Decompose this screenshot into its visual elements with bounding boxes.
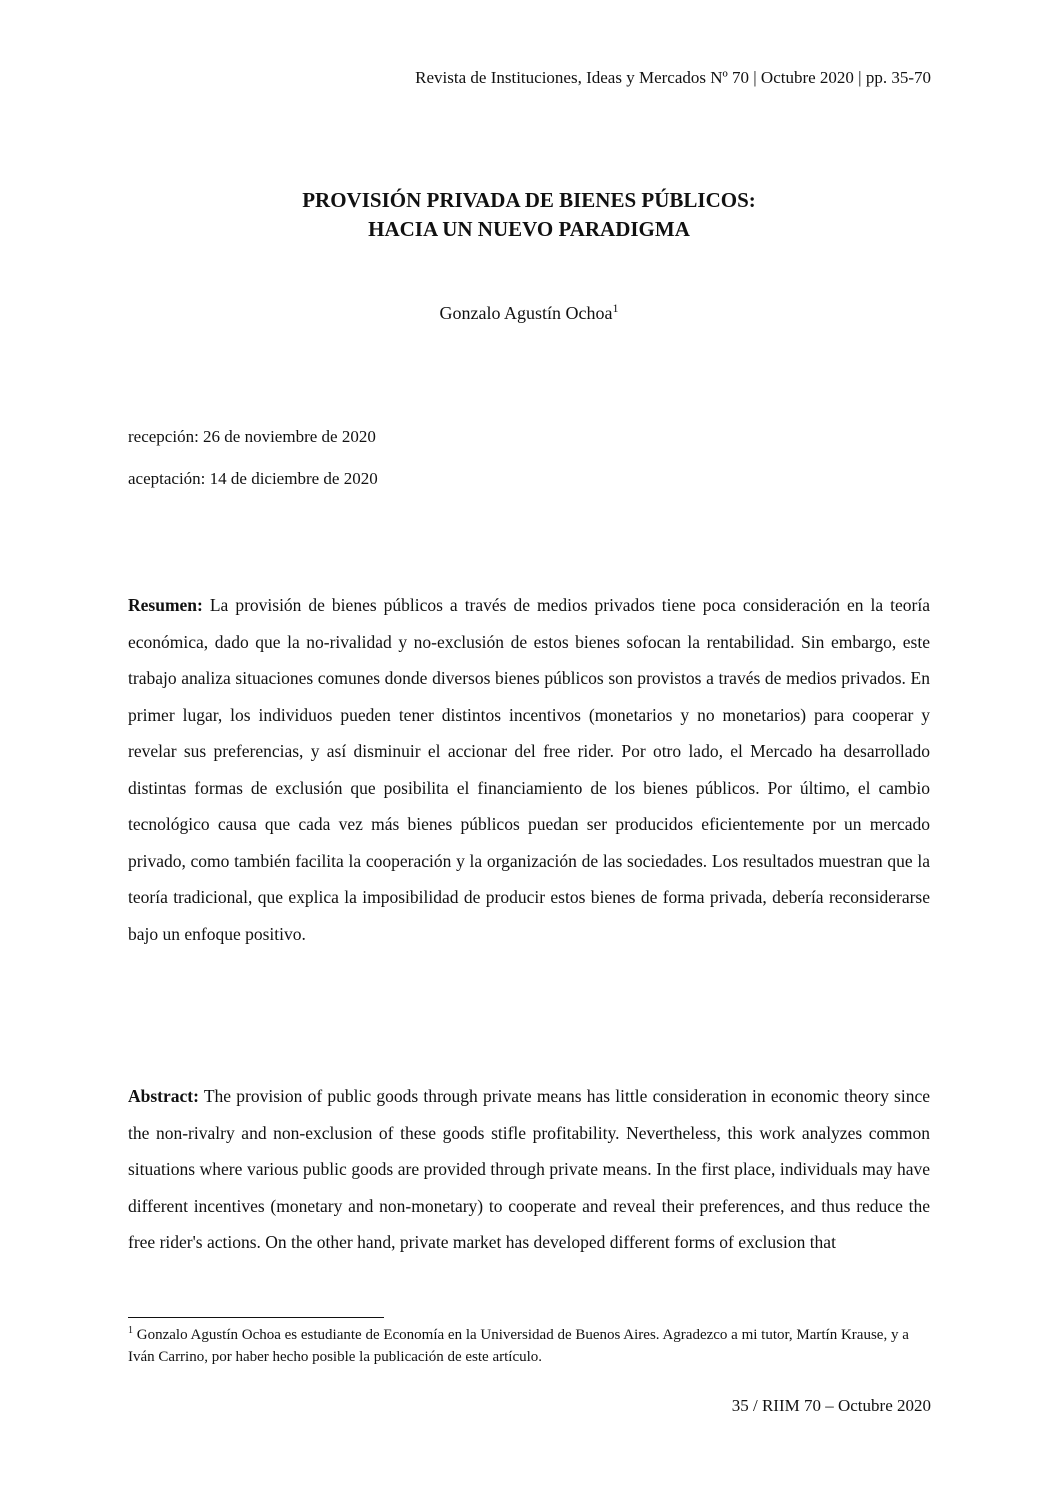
footnote	[128, 1324, 930, 1368]
resumen-paragraph	[128, 587, 930, 952]
footnote-text: Gonzalo Agustín Ochoa es estudiante de Economía en la Universidad de Buenos Aires. Agradezco a mi tutor, Martín Krause, y a Iván Carrino, por haber hecho posible la publicación de este artículo.	[128, 1327, 909, 1365]
footnote-divider	[128, 1317, 384, 1318]
page-footer: 35 / RIIM 70 – Octubre 2020	[731, 1396, 931, 1415]
acceptance-date: aceptación: 14 de diciembre de 2020	[128, 469, 378, 488]
article-title-line-1: PROVISIÓN PRIVADA DE BIENES PÚBLICOS:	[302, 188, 756, 212]
article-title-line-2: HACIA UN NUEVO PARADIGMA	[368, 217, 690, 241]
reception-date: recepción: 26 de noviembre de 2020	[128, 427, 376, 446]
author-footnote-marker: 1	[612, 301, 619, 315]
resumen-text: La provisión de bienes públicos a través de medios privados tiene poca consideración en la teoría económica, dado que la no-rivalidad y no-exclusión de estos bienes sofocan la rentabilidad. Sin embargo, este trabajo analiza situaciones comunes donde diversos bienes públicos son provistos a través de medios privados. En primer lugar, los individuos pueden tener distintos incentivos (monetarios y no monetarios) para cooperar y revelar sus preferencias, y así disminuir el accionar del free rider. Por otro lado, el Mercado ha desarrollado distintas formas de exclusión que posibilita el financiamiento de los bienes públicos. Por último, el cambio tecnológico causa que cada vez más bienes públicos puedan ser producidos eficientemente por un mercado privado, como también facilita la cooperación y la organización de las sociedades. Los resultados muestran que la teoría tradicional, que explica la imposibilidad de producir estos bienes de forma privada, debería reconsiderarse bajo un enfoque positivo.	[128, 595, 930, 944]
abstract-text: The provision of public goods through private means has little consideration in economic theory since the non-rivalry and non-exclusion of these goods stifle profitability. Nevertheless, this work analyzes common situations where various public goods are provided through private means. In the first place, individuals may have different incentives (monetary and non-monetary) to cooperate and reveal their preferences, and thus reduce the free rider's actions. On the other hand, private market has developed different forms of exclusion that	[128, 1086, 930, 1252]
author-name: Gonzalo Agustín Ochoa	[439, 303, 613, 323]
article-title	[0, 186, 1058, 244]
footnote-marker: 1	[128, 1325, 133, 1336]
abstract-paragraph	[128, 1078, 930, 1300]
article-author	[0, 300, 1058, 326]
resumen-label: Resumen:	[128, 595, 203, 615]
running-header: Revista de Instituciones, Ideas y Mercados Nº 70 | Octubre 2020 | pp. 35-70	[415, 68, 931, 87]
abstract-label: Abstract:	[128, 1086, 199, 1106]
